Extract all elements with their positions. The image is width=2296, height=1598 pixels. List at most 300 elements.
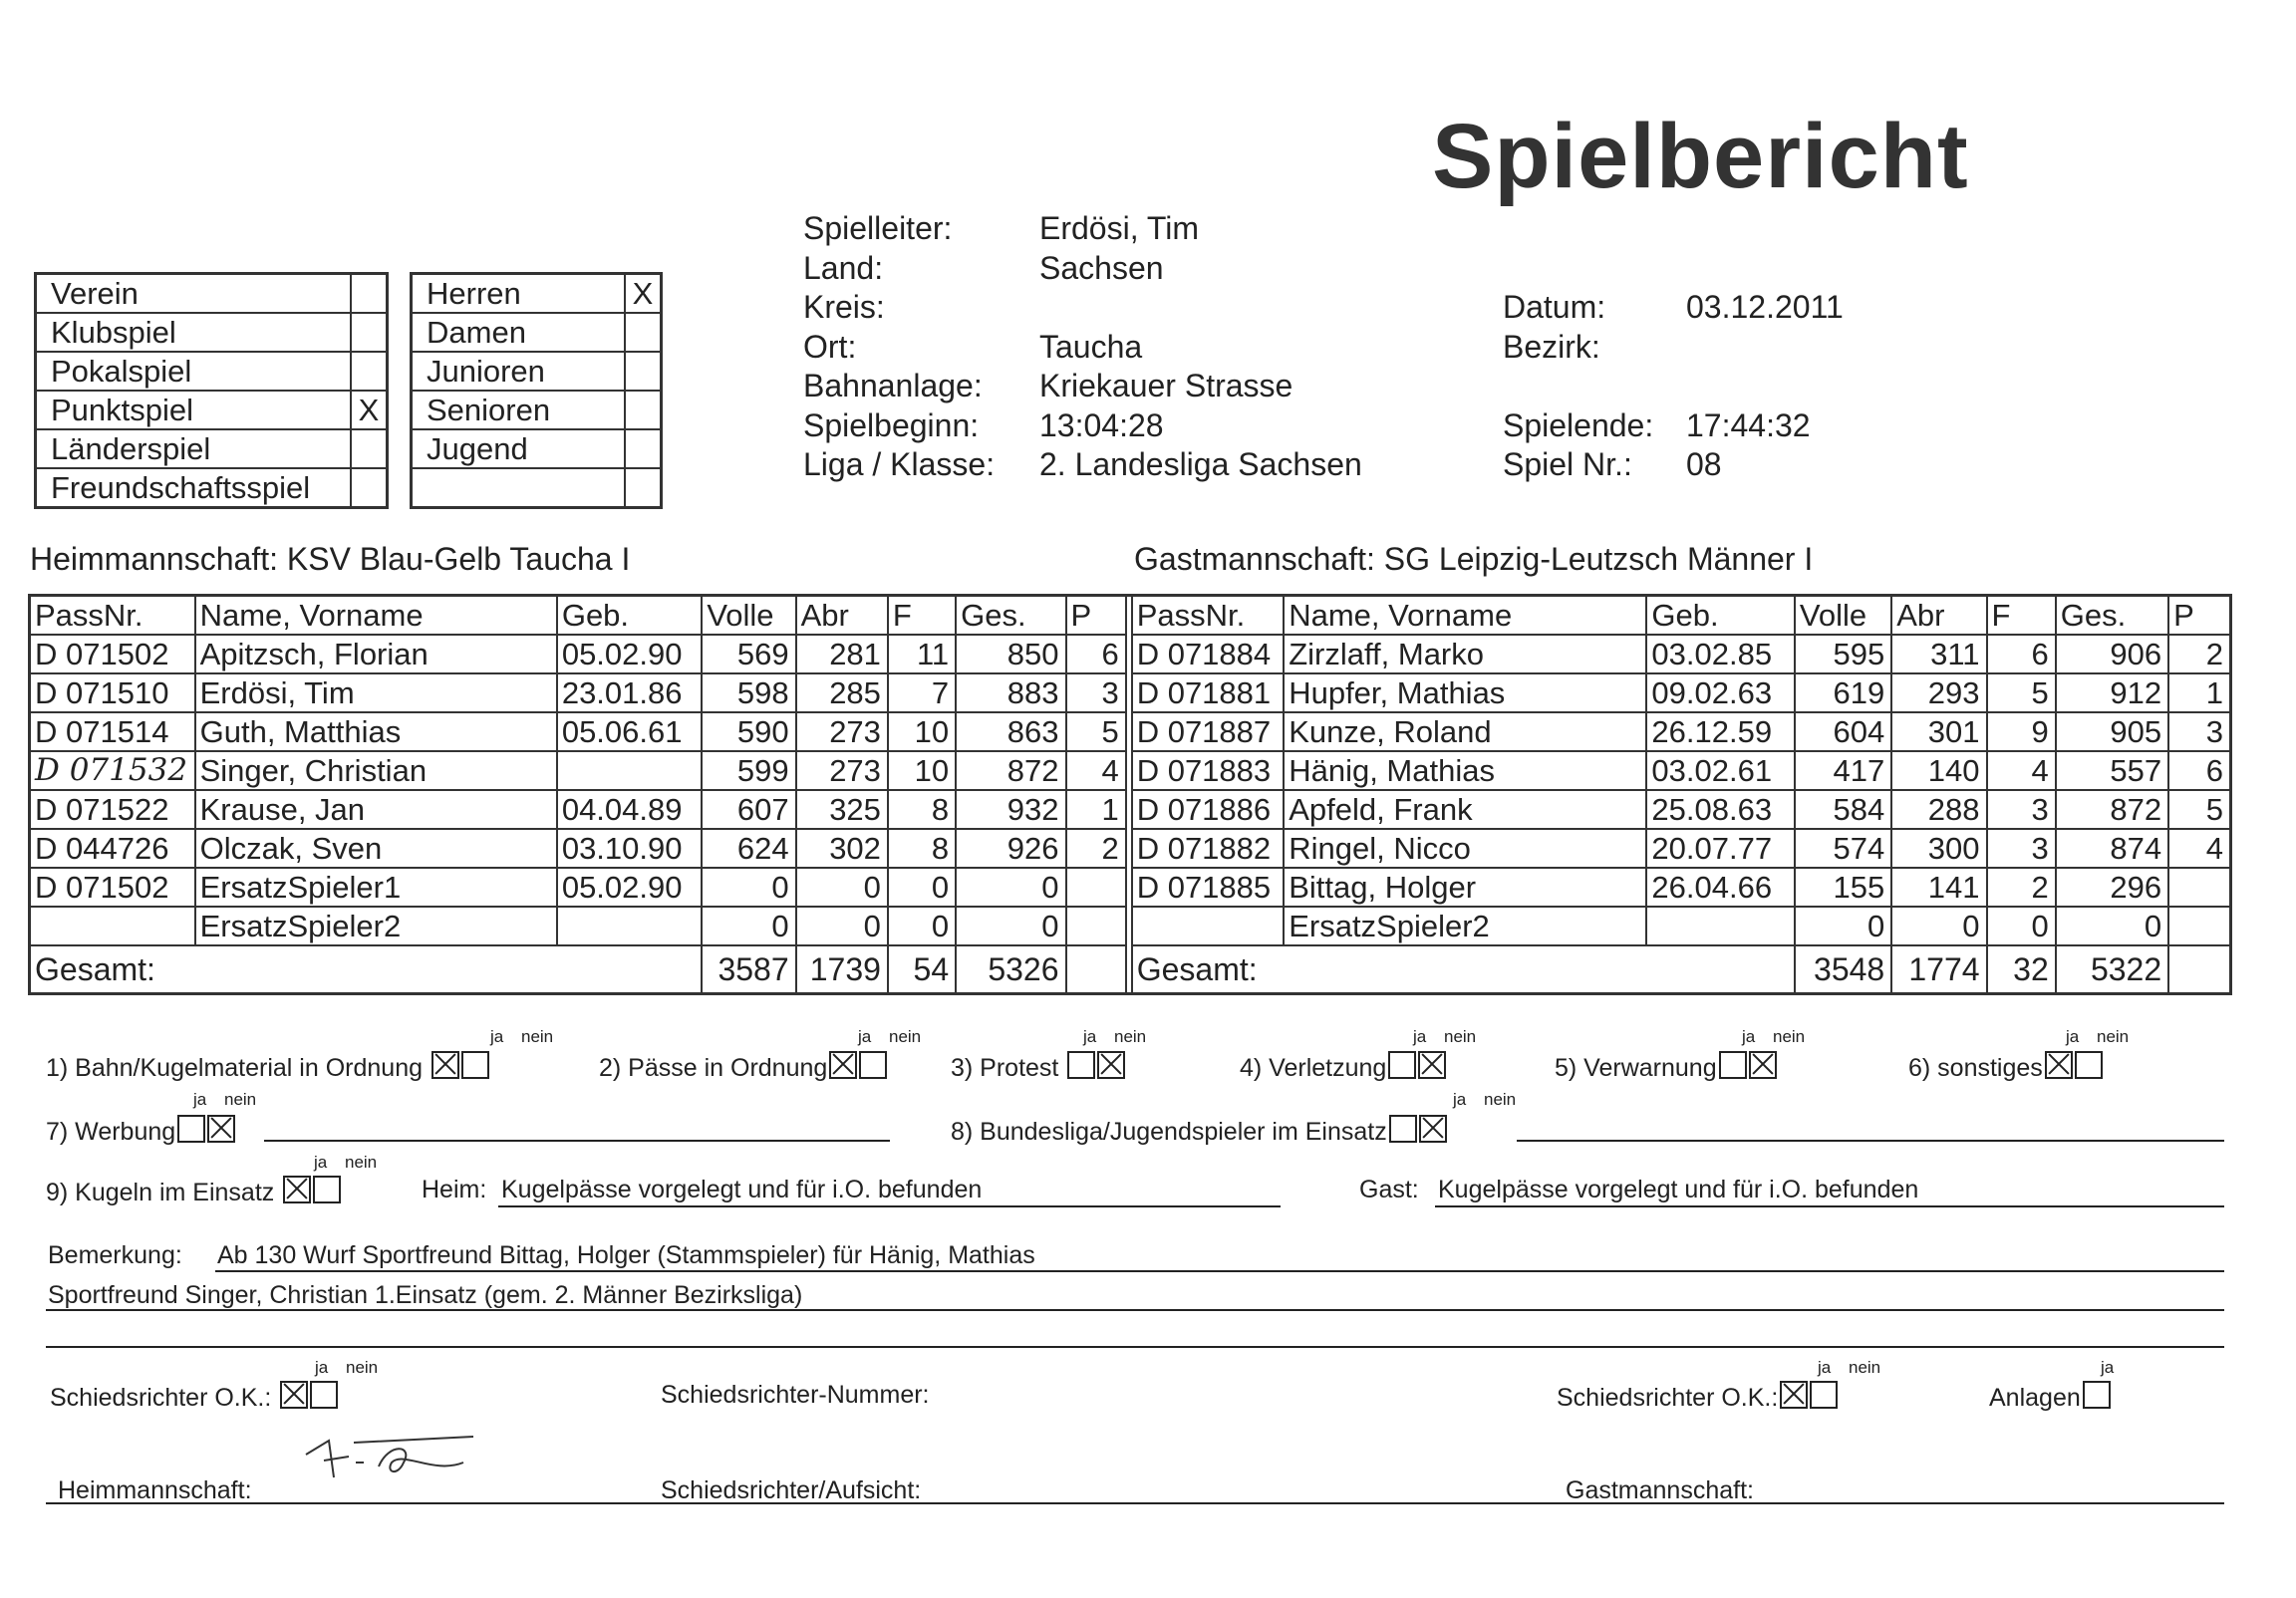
guest-player-cell: Bittag, Holger (1284, 868, 1646, 907)
question-8 (951, 1115, 1447, 1147)
bemerkung-line-1: Ab 130 Wurf Sportfreund Bittag, Holger (Stammspieler) für Hänig, Mathias (217, 1241, 1035, 1269)
checkbox-ja[interactable] (1780, 1381, 1808, 1409)
game-type-row (36, 352, 388, 391)
column-header: F (888, 596, 956, 636)
ja-label: ja (858, 1027, 872, 1046)
guest-total-cell: 32 (1987, 945, 2056, 994)
guest-total-cell: 1774 (1891, 945, 1986, 994)
spielnr-label: Spiel Nr.: (1503, 446, 1632, 482)
question-9-label: 9) Kugeln im Einsatz (46, 1179, 275, 1206)
info-label: Spielleiter: (803, 210, 953, 246)
bemerkung-line-2: Sportfreund Singer, Christian 1.Einsatz (gem. 2. Männer Bezirksliga) (48, 1281, 803, 1309)
home-player-cell: 0 (796, 907, 888, 945)
column-header: Abr (1891, 596, 1986, 636)
checkbox-ja[interactable] (1719, 1051, 1747, 1079)
guest-player-cell: 9 (1987, 712, 2056, 751)
guest-total-cell: 3548 (1795, 945, 1891, 994)
guest-total-empty (2168, 945, 2230, 994)
checkbox-nein[interactable] (1418, 1051, 1446, 1079)
ja-label: ja (1453, 1090, 1467, 1109)
game-type-mark[interactable] (351, 274, 388, 314)
question-6-label: 6) sonstiges (1908, 1054, 2043, 1082)
checkbox-ja[interactable] (431, 1051, 459, 1079)
schiri-ok-home (50, 1381, 338, 1413)
guest-player-cell: 25.08.63 (1646, 790, 1794, 829)
question-3 (951, 1051, 1125, 1083)
ja-label: ja (490, 1027, 504, 1046)
guest-player-cell: 872 (2056, 790, 2168, 829)
home-player-cell: 04.04.89 (557, 790, 702, 829)
question-1-label: 1) Bahn/Kugelmaterial in Ordnung (46, 1054, 424, 1082)
guest-player-cell: 296 (2056, 868, 2168, 907)
sig-guest-label: Gastmannschaft: (1566, 1476, 1754, 1504)
nein-label: nein (1484, 1090, 1517, 1109)
home-player-cell: 926 (956, 829, 1065, 868)
home-player-cell: 7 (888, 673, 956, 712)
home-player-cell: 0 (702, 868, 795, 907)
question-2-label: 2) Pässe in Ordnung (599, 1054, 828, 1082)
bemerkung-underline (215, 1270, 2224, 1272)
guest-player-cell: 3 (2168, 712, 2230, 751)
schiri-ok-guest (1557, 1381, 1838, 1413)
home-total-cell: 5326 (956, 945, 1065, 994)
home-player-cell: 05.02.90 (557, 635, 702, 673)
game-type-row (36, 429, 388, 468)
checkbox-ja[interactable] (1389, 1115, 1417, 1143)
guest-player-cell: 0 (2056, 907, 2168, 945)
home-total-cell: 3587 (702, 945, 795, 994)
nein-label: nein (1849, 1358, 1881, 1377)
guest-player-cell: 293 (1891, 673, 1986, 712)
datum-value: 03.12.2011 (1686, 289, 1844, 325)
info-value: Taucha (1039, 328, 1143, 365)
guest-player-cell: 5 (1987, 673, 2056, 712)
category-mark[interactable] (625, 313, 662, 352)
datum-label: Datum: (1503, 289, 1606, 325)
guest-player-cell: 26.04.66 (1646, 868, 1794, 907)
guest-player-cell: D 071887 (1132, 712, 1285, 751)
nein-label: nein (345, 1153, 378, 1172)
home-player-cell: D 071514 (30, 712, 195, 751)
home-player-cell: Krause, Jan (195, 790, 557, 829)
checkbox-nein[interactable] (859, 1051, 887, 1079)
guest-player-cell: 0 (1795, 907, 1891, 945)
home-player-cell: 273 (796, 751, 888, 790)
game-type-label: Klubspiel (36, 313, 352, 352)
game-type-label: Punktspiel (36, 391, 352, 429)
guest-player-cell: 2 (2168, 635, 2230, 673)
guest-player-cell: ErsatzSpieler2 (1284, 907, 1646, 945)
heim-line (498, 1205, 1281, 1207)
sig-referee-label: Schiedsrichter/Aufsicht: (661, 1476, 922, 1504)
guest-player-cell: 300 (1891, 829, 1986, 868)
guest-player-cell: 288 (1891, 790, 1986, 829)
guest-player-cell: 26.12.59 (1646, 712, 1794, 751)
home-player-cell: 850 (956, 635, 1065, 673)
home-player-cell: 2 (1066, 829, 1126, 868)
home-player-cell: 872 (956, 751, 1065, 790)
home-player-cell: D 071522 (30, 790, 195, 829)
question-2 (599, 1051, 887, 1083)
table-row (30, 790, 2231, 829)
guest-player-cell: 4 (2168, 829, 2230, 868)
guest-player-cell: 5 (2168, 790, 2230, 829)
info-row (1503, 445, 1844, 485)
category-label: Damen (412, 313, 626, 352)
game-type-label: Länderspiel (36, 429, 352, 468)
schiri-ok-label: Schiedsrichter O.K.: (50, 1384, 272, 1412)
guest-player-cell (2168, 907, 2230, 945)
column-header: Geb. (1646, 596, 1794, 636)
info-label: Liga / Klasse: (803, 446, 996, 482)
home-player-cell: 598 (702, 673, 795, 712)
checkbox-ja[interactable] (2083, 1381, 2111, 1409)
home-player-cell: ErsatzSpieler2 (195, 907, 557, 945)
home-player-cell (557, 751, 702, 790)
home-player-cell: 883 (956, 673, 1065, 712)
home-player-cell: 0 (888, 907, 956, 945)
checkbox-ja[interactable] (283, 1176, 311, 1203)
bemerkung-underline (46, 1309, 2224, 1311)
home-player-cell: 1 (1066, 790, 1126, 829)
home-player-cell (1066, 868, 1126, 907)
home-player-cell: 285 (796, 673, 888, 712)
home-total-label: Gesamt: (30, 945, 703, 994)
question-8-label: 8) Bundesliga/Jugendspieler im Einsatz (951, 1118, 1387, 1146)
werbung-line (264, 1140, 890, 1142)
guest-player-cell: 6 (1987, 635, 2056, 673)
guest-total-cell: 5322 (2056, 945, 2168, 994)
home-player-cell (1066, 907, 1126, 945)
page-title: Spielbericht (1432, 106, 1969, 207)
home-total-cell: 1739 (796, 945, 888, 994)
ja-label: ja (1413, 1027, 1427, 1046)
game-type-table (34, 272, 389, 509)
match-info-right (1503, 288, 1844, 485)
checkbox-ja[interactable] (829, 1051, 857, 1079)
ja-label: ja (314, 1153, 328, 1172)
checkbox-ja[interactable] (2045, 1051, 2073, 1079)
home-player-cell: 0 (888, 868, 956, 907)
bundesliga-line (1517, 1140, 2224, 1142)
home-player-cell: 05.02.90 (557, 868, 702, 907)
column-header: Volle (702, 596, 795, 636)
category-row (412, 429, 662, 468)
column-header: F (1987, 596, 2056, 636)
ja-label: ja (315, 1358, 329, 1377)
info-row (1503, 288, 1844, 328)
info-row (803, 406, 1362, 446)
signature (294, 1433, 483, 1502)
gast-label: Gast: (1359, 1176, 1419, 1203)
game-type-mark[interactable]: X (351, 391, 388, 429)
home-player-cell: 302 (796, 829, 888, 868)
nein-label: nein (224, 1090, 257, 1109)
home-player-cell: 932 (956, 790, 1065, 829)
home-player-cell: D 044726 (30, 829, 195, 868)
column-header: PassNr. (30, 596, 195, 636)
info-row (1503, 328, 1844, 368)
guest-player-cell: 905 (2056, 712, 2168, 751)
guest-player-cell: 03.02.61 (1646, 751, 1794, 790)
game-type-row (36, 391, 388, 429)
game-type-row (36, 468, 388, 508)
guest-player-cell: D 071881 (1132, 673, 1285, 712)
category-mark[interactable]: X (625, 274, 662, 314)
home-player-cell: 325 (796, 790, 888, 829)
category-row (412, 468, 662, 508)
checkbox-nein[interactable] (313, 1176, 341, 1203)
ja-label: ja (2101, 1358, 2115, 1377)
guest-player-cell: 6 (2168, 751, 2230, 790)
heim-text: Kugelpässe vorgelegt und für i.O. befunden (501, 1176, 983, 1203)
nein-label: nein (1773, 1027, 1806, 1046)
ja-label: ja (1083, 1027, 1097, 1046)
home-player-cell: 10 (888, 751, 956, 790)
home-player-cell: 624 (702, 829, 795, 868)
home-player-cell: 5 (1066, 712, 1126, 751)
game-type-label: Freundschaftsspiel (36, 468, 352, 508)
signature-line (46, 1502, 2224, 1504)
sig-home-label: Heimmannschaft: (58, 1476, 252, 1504)
home-player-cell: 03.10.90 (557, 829, 702, 868)
home-player-cell: D 071502 (30, 868, 195, 907)
question-5 (1555, 1051, 1777, 1083)
home-total-cell: 54 (888, 945, 956, 994)
checkbox-nein[interactable] (1419, 1115, 1447, 1143)
question-3-label: 3) Protest (951, 1054, 1059, 1082)
nein-label: nein (2097, 1027, 2130, 1046)
spielende-value: 17:44:32 (1686, 406, 1811, 443)
column-header: P (1066, 596, 1126, 636)
table-row (30, 868, 2231, 907)
home-player-cell: 8 (888, 829, 956, 868)
guest-player-cell: Zirzlaff, Marko (1284, 635, 1646, 673)
guest-player-cell: 874 (2056, 829, 2168, 868)
category-mark[interactable] (625, 429, 662, 468)
info-label: Spielbeginn: (803, 406, 980, 443)
info-value: 2. Landesliga Sachsen (1039, 446, 1362, 482)
checkbox-nein[interactable] (1097, 1051, 1125, 1079)
guest-player-cell: D 071882 (1132, 829, 1285, 868)
table-row (30, 751, 2231, 790)
checkbox-nein[interactable] (310, 1381, 338, 1409)
home-player-cell: 863 (956, 712, 1065, 751)
checkbox-ja[interactable] (1067, 1051, 1095, 1079)
guest-player-cell: 2 (1987, 868, 2056, 907)
anlagen (1989, 1381, 2111, 1413)
guest-player-cell: 3 (1987, 790, 2056, 829)
info-row (803, 249, 1362, 289)
bemerkung-underline (46, 1346, 2224, 1348)
guest-player-cell: 417 (1795, 751, 1891, 790)
home-player-cell: 11 (888, 635, 956, 673)
category-label: Herren (412, 274, 626, 314)
home-player-cell: 273 (796, 712, 888, 751)
table-header-row (30, 596, 2231, 636)
guest-player-cell: Hänig, Mathias (1284, 751, 1646, 790)
home-player-cell (30, 907, 195, 945)
guest-player-cell: Hupfer, Mathias (1284, 673, 1646, 712)
guest-player-cell: D 071884 (1132, 635, 1285, 673)
guest-player-cell: 557 (2056, 751, 2168, 790)
game-type-mark[interactable] (351, 352, 388, 391)
home-player-cell: 6 (1066, 635, 1126, 673)
table-row (30, 635, 2231, 673)
player-stats-table (28, 594, 2232, 995)
table-row (30, 712, 2231, 751)
guest-player-cell: 1 (2168, 673, 2230, 712)
guest-player-cell: 09.02.63 (1646, 673, 1794, 712)
checkbox-nein[interactable] (207, 1115, 235, 1143)
guest-player-cell: D 071883 (1132, 751, 1285, 790)
checkbox-nein[interactable] (461, 1051, 489, 1079)
guest-team-label: Gastmannschaft: SG Leipzig-Leutzsch Männer I (1134, 541, 1814, 577)
home-player-cell: 281 (796, 635, 888, 673)
home-team-label: Heimmannschaft: KSV Blau-Gelb Taucha I (30, 541, 631, 577)
bezirk-label: Bezirk: (1503, 328, 1600, 365)
table-total-row (30, 945, 2231, 994)
question-4 (1240, 1051, 1446, 1083)
guest-player-cell: 906 (2056, 635, 2168, 673)
home-player-cell: 8 (888, 790, 956, 829)
guest-player-cell: 20.07.77 (1646, 829, 1794, 868)
info-row (1503, 367, 1844, 406)
info-row (803, 288, 1362, 328)
guest-player-cell: D 071886 (1132, 790, 1285, 829)
home-player-cell: Erdösi, Tim (195, 673, 557, 712)
schiri-nummer-label: Schiedsrichter-Nummer: (661, 1381, 930, 1409)
checkbox-nein[interactable] (2075, 1051, 2103, 1079)
nein-label: nein (521, 1027, 554, 1046)
game-type-label: Verein (36, 274, 352, 314)
guest-player-cell: 140 (1891, 751, 1986, 790)
guest-total-label: Gesamt: (1132, 945, 1795, 994)
home-total-empty (1066, 945, 1126, 994)
anlagen-label: Anlagen (1989, 1384, 2081, 1412)
category-row (412, 274, 662, 314)
guest-player-cell: 141 (1891, 868, 1986, 907)
home-player-cell: 0 (956, 868, 1065, 907)
table-row (30, 907, 2231, 945)
category-label (412, 468, 626, 508)
checkbox-nein[interactable] (1810, 1381, 1838, 1409)
spielnr-value: 08 (1686, 446, 1722, 482)
home-player-cell: 05.06.61 (557, 712, 702, 751)
ja-label: ja (1742, 1027, 1756, 1046)
checkbox-ja[interactable] (280, 1381, 308, 1409)
question-6 (1908, 1051, 2103, 1083)
guest-player-cell: 3 (1987, 829, 2056, 868)
info-label: Bahnanlage: (803, 368, 983, 403)
info-label: Land: (803, 249, 884, 286)
info-label: Kreis: (803, 289, 885, 325)
guest-player-cell: 4 (1987, 751, 2056, 790)
home-player-cell: 569 (702, 635, 795, 673)
guest-player-cell (2168, 868, 2230, 907)
nein-label: nein (1444, 1027, 1477, 1046)
game-type-mark[interactable] (351, 468, 388, 508)
ja-label: ja (1818, 1358, 1832, 1377)
category-mark[interactable] (625, 468, 662, 508)
column-header: Geb. (557, 596, 702, 636)
category-mark[interactable] (625, 352, 662, 391)
game-type-row (36, 313, 388, 352)
info-row (803, 367, 1362, 406)
info-row (803, 209, 1362, 249)
home-player-cell: D 071510 (30, 673, 195, 712)
schiri-ok-label: Schiedsrichter O.K.: (1557, 1384, 1779, 1412)
category-row (412, 391, 662, 429)
home-player-cell: ErsatzSpieler1 (195, 868, 557, 907)
home-player-cell: 4 (1066, 751, 1126, 790)
guest-player-cell: 301 (1891, 712, 1986, 751)
home-player-cell: Singer, Christian (195, 751, 557, 790)
info-label: Ort: (803, 328, 857, 365)
info-row (803, 328, 1362, 368)
question-4-label: 4) Verletzung (1240, 1054, 1387, 1082)
guest-player-cell: 574 (1795, 829, 1891, 868)
home-player-cell: D 071502 (30, 635, 195, 673)
column-header: Abr (796, 596, 888, 636)
guest-player-cell: 03.02.85 (1646, 635, 1794, 673)
home-player-cell: D 071532 (30, 751, 195, 790)
question-1 (46, 1051, 489, 1083)
guest-player-cell: 584 (1795, 790, 1891, 829)
category-mark[interactable] (625, 391, 662, 429)
guest-player-cell: 0 (1987, 907, 2056, 945)
nein-label: nein (346, 1358, 379, 1377)
game-type-mark[interactable] (351, 313, 388, 352)
category-table (410, 272, 663, 509)
info-row (803, 445, 1362, 485)
category-row (412, 313, 662, 352)
home-player-cell: Guth, Matthias (195, 712, 557, 751)
guest-player-cell (1132, 907, 1285, 945)
gast-line (1435, 1205, 2224, 1207)
guest-player-cell: 604 (1795, 712, 1891, 751)
guest-player-cell: 0 (1891, 907, 1986, 945)
column-header: Ges. (2056, 596, 2168, 636)
question-9 (46, 1176, 341, 1207)
table-row (30, 829, 2231, 868)
checkbox-ja[interactable] (177, 1115, 205, 1143)
checkbox-ja[interactable] (1388, 1051, 1416, 1079)
guest-player-cell (1646, 907, 1794, 945)
info-row (1503, 406, 1844, 446)
spielende-label: Spielende: (1503, 406, 1654, 443)
info-value: Erdösi, Tim (1039, 210, 1200, 246)
question-5-label: 5) Verwarnung (1555, 1054, 1717, 1082)
gast-text: Kugelpässe vorgelegt und für i.O. befunden (1438, 1176, 1919, 1203)
game-type-label: Pokalspiel (36, 352, 352, 391)
guest-player-cell: 595 (1795, 635, 1891, 673)
ja-label: ja (2066, 1027, 2080, 1046)
home-player-cell (557, 907, 702, 945)
game-type-mark[interactable] (351, 429, 388, 468)
home-player-cell: 599 (702, 751, 795, 790)
checkbox-nein[interactable] (1749, 1051, 1777, 1079)
match-info (803, 209, 1362, 485)
home-player-cell: 0 (702, 907, 795, 945)
column-header: P (2168, 596, 2230, 636)
table-row (30, 673, 2231, 712)
category-label: Senioren (412, 391, 626, 429)
nein-label: nein (889, 1027, 922, 1046)
home-player-cell: 607 (702, 790, 795, 829)
question-7 (46, 1115, 235, 1147)
category-label: Jugend (412, 429, 626, 468)
